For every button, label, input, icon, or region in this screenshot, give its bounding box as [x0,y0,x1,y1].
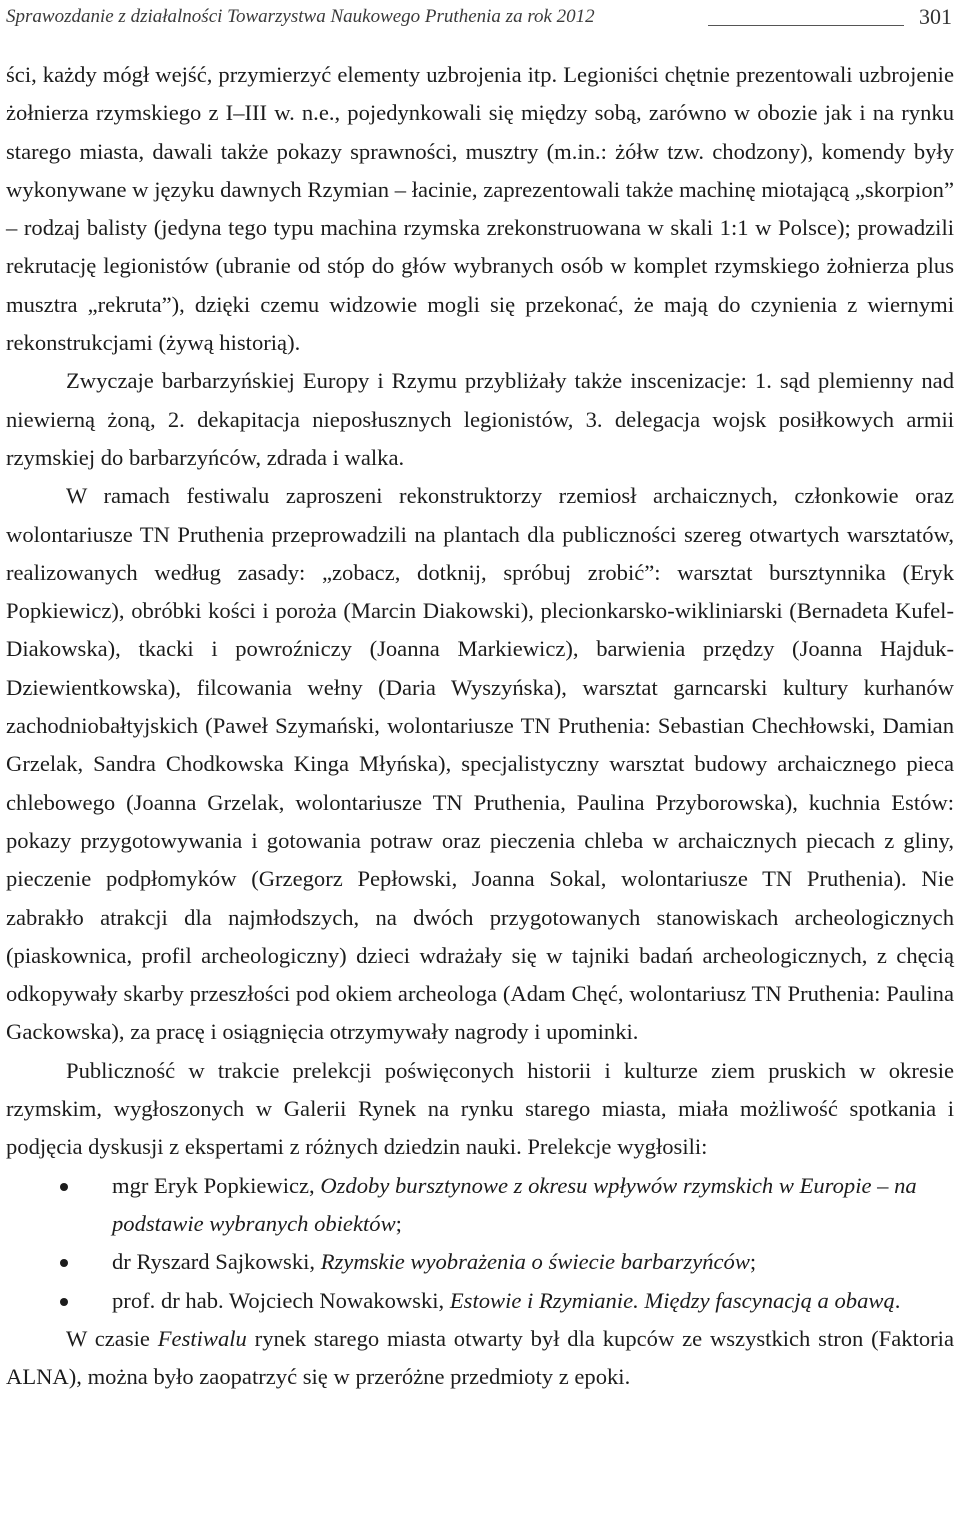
paragraph-market-rest: rynek starego miasta otwarty był dla kupców ze wszystkich stron (Faktoria ALNA), można było zaopatrzyć się w przeróżne przedmioty z epoki. [6,1325,954,1390]
lecture-title: Estowie i Rzymianie. Między fascynacją a obawą [449,1287,895,1313]
paragraph-lectures-intro: Publiczność w trakcie prelekcji poświęconych historii i kulturze ziem pruskich w okresie rzymskim, wygłoszonych w Galerii Rynek na rynku starego miasta, miała możliwość spotkania i podjęcia dyskusji z ekspertami z różnych dziedzin nauki. Prelekcje wygłosili: [6,1057,954,1160]
lecture-speaker: dr Ryszard Sajkowski, [112,1249,321,1275]
list-item [6,1167,954,1244]
paragraph-workshops: W ramach festiwalu zaproszeni rekonstruktorzy rzemiosł archaicznych, członkowie oraz wolontariusze TN Pruthenia przeprowadzili na plantach dla publiczności szereg otwartych warsztatów, realizowanych według zasady: „zobacz, dotknij, spróbuj zrobić”: warsztat bursztynnika (Eryk Popkiewicz), obróbki kości i poroża (Marcin Diakowski), plecionkarsko-wikliniarski (Bernadeta Kufel-Diakowska), tkacki i powroźniczy (Joanna Markiewicz), barwienia przędzy (Joanna Hajduk-Dziewientkowska), filcowania wełny (Daria Wyszyńska), warsztat garncarski kultury kurhanów zachodniobałtyjskich (Paweł Szymański, wolontariusze TN Pruthenia: Sebastian Chechłowski, Damian Grzelak, Sandra Chodkowska Kinga Młyńska), specjalistyczny warsztat budowy archaicznego pieca chlebowego (Joanna Grzelak, wolontariusze TN Pruthenia, Paulina Przyborowska), kuchnia Estów: pokazy przygotowywania i gotowania potraw oraz pieczenia chleba w archaicznych piecach z gliny, pieczenie podpłomyków (Grzegorz Pepłowski, Joanna Sokal, wolontariusze TN Pruthenia). Nie zabrakło atrakcji dla najmłodszych, na dwóch przygotowanych stanowiskach archeologicznych (piaskownica, profil archeologiczny) dzieci wdrażały się w tajniki badań archeologicznych, z chęcią odkopywały skarby przeszłości pod okiem archeologa (Adam Chęć, wolontariusz TN Pruthenia: Paulina Gackowska), za pracę i osiągnięcia otrzymywały nagrody i upominki. [6,483,954,1045]
festival-name: Festiwalu [157,1325,247,1351]
page-number: 301 [919,4,952,29]
lecture-title: Rzymskie wyobrażenia o świecie barbarzyńców [320,1249,750,1275]
lecture-list [6,1167,954,1320]
bullet-icon [60,1183,68,1191]
paragraph-market-start: W czasie [66,1325,158,1351]
lecture-speaker: prof. dr hab. Wojciech Nowakowski, [112,1287,450,1313]
lecture-title: Ozdoby bursztynowe z okresu wpływów rzymskich w Europie – na podstawie wybranych obiektów [112,1172,917,1236]
bullet-icon [60,1298,68,1306]
header-rule [708,25,904,26]
lecture-speaker: mgr Eryk Popkiewicz, [112,1172,321,1198]
list-item [6,1282,954,1320]
lecture-end: . [894,1287,901,1313]
page-header [6,2,952,42]
running-title: Sprawozdanie z działalności Towarzystwa Naukowego Pruthenia za rok 2012 [6,6,595,27]
paragraph-legionaries: ści, każdy mógł wejść, przymierzyć elementy uzbrojenia itp. Legioniści chętnie prezentowali uzbrojenie żołnierza rzymskiego z I–III w. n.e., pojedynkowali się między sobą, zarówno w obozie jak i na rynku starego miasta, dawali także pokazy sprawności, musztry (m.in.: żółw tzw. chodzony), komendy były wykonywane w języku dawnych Rzymian – łacinie, zaprezentowali także machinę miotającą „skorpion” – rodzaj balisty (jedyna tego typu machina rzymska zrekonstruowana w skali 1:1 w Polsce); prowadzili rekrutację legionistów (ubranie od stóp do głów wybranych osób w komplet rzymskiego żołnierza plus musztra „rekruta”), dzięki czemu widzowie mogli się przekonać, że mają do czynienia z wiernymi rekonstrukcjami (żywą historią). [6,62,954,356]
article-body [6,56,954,1396]
lecture-end: ; [749,1249,757,1275]
paragraph-market [6,1320,954,1397]
paragraph-staging: Zwyczaje barbarzyńskiej Europy i Rzymu przybliżały także inscenizacje: 1. sąd plemienny nad niewierną żoną, 2. dekapitacja nieposłusznych legionistów, 3. delegacja wojsk posiłkowych armii rzymskiej do barbarzyńców, zdrada i walka. [6,368,954,470]
list-item [6,1243,954,1281]
lecture-end: ; [395,1210,402,1236]
bullet-icon [60,1259,68,1267]
